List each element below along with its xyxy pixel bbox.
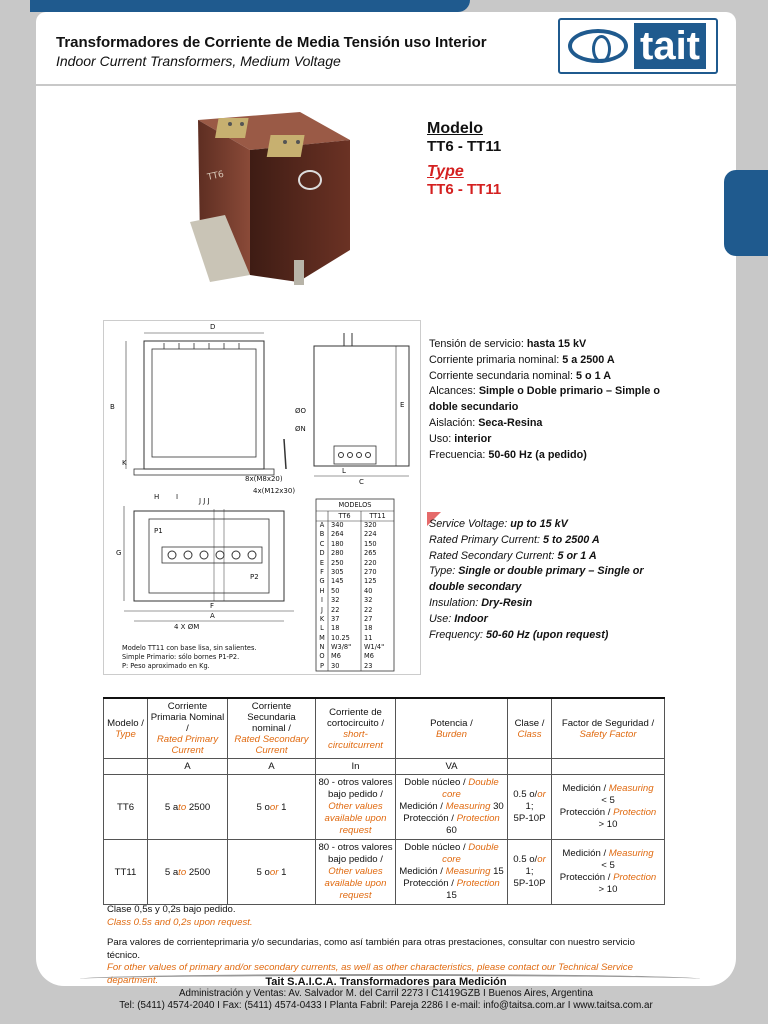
spec-line: Corriente secundaria nominal: 5 o 1 A [429,369,612,382]
dimension-row [316,549,394,558]
spec-line-en: Rated Primary Current: 5 to 2500 A [429,533,600,546]
cell-model: TT6 [104,775,148,840]
dimension-value: 11 [364,633,373,642]
drawing-label-om: 4 X ØM [174,623,200,631]
page-subtitle: Indoor Current Transformers, Medium Voltage [56,53,341,69]
dimension-value: 18 [331,624,340,633]
dimension-letter: C [319,539,325,548]
drawing-notes [122,644,257,671]
specs-spanish [429,337,669,463]
dimension-row [316,596,394,605]
drawing-label-on: ØN [295,425,306,433]
drawing-label-p1: P1 [154,527,163,535]
logo-wordmark: tait [634,23,706,69]
dimension-letter: O [319,652,325,661]
col-header-primary: Corriente Primaria Nominal / Rated Primary Current [148,698,228,759]
dimension-letter: K [319,614,325,623]
footer-company: Tait S.A.I.C.A. Transformadores para Medición [265,976,507,988]
cell-primary: 5 ato 2500 [148,775,228,840]
dimension-row [316,615,394,624]
dimension-value: 305 [331,567,344,576]
table-body [104,775,665,905]
drawing-label-e: E [400,401,405,409]
col-header-type: Modelo / Type [104,698,148,759]
dimension-value: 320 [364,521,377,529]
cell-model: TT11 [104,840,148,905]
dimension-value: 32 [364,596,373,605]
drawing-label-m12: 4x(M12x30) [253,487,296,495]
ratings-table [103,697,665,905]
specs-english [429,517,674,643]
dimension-letter: J [321,605,323,614]
dimension-letter: L [320,624,324,633]
dimension-table-body [316,521,394,671]
product-photo [190,110,360,295]
model-block [427,120,501,206]
dimension-value: 22 [331,605,340,614]
drawing-label-b: B [110,403,115,411]
dimension-letter: B [319,530,325,539]
drawing-label-p2: P2 [250,573,259,581]
type-values: TT6 - TT11 [427,181,502,198]
cell-secondary: 5 oor 1 [228,775,316,840]
cell-safety-factor: Medición / Measuring < 5 Protección / Protection > 10 [552,840,665,905]
drawing-label-g: G [116,549,122,557]
dimension-letter: M [319,633,325,642]
logo-emblem-icon [568,29,628,63]
dimension-col-tt6: TT6 [338,512,351,520]
dimension-row [316,652,394,661]
col-header-short-circuit: Corriente de cortocircuito / short-circuitcurrent [316,698,396,759]
dimension-table-header [316,511,394,521]
spec-line: Uso: interior [429,432,492,445]
spec-line-en: Frequency: 50-60 Hz (upon request) [429,628,609,641]
col-header-secondary: Corriente Secundaria nominal / Rated Secondary Current [228,698,316,759]
dimension-value: 125 [364,577,377,586]
svg-text:TT6: TT6 [206,169,225,183]
dimension-letter: F [320,567,324,576]
dimension-row [316,624,394,633]
dimension-value: 37 [331,614,340,623]
cell-burden: Doble núcleo / Double core Medición / Measuring 15 Protección / Protection 15 [396,840,508,905]
dimension-value: M6 [331,652,341,661]
dimension-value: 145 [331,577,344,586]
footer-contact: Tel: (5411) 4574-2040 I Fax: (5411) 4574-0433 I Planta Fabril: Pareja 2286 I e-mail: info@taitsa.com.ar I www.taitsa.com.ar [119,1000,653,1011]
dimension-value: 270 [364,567,377,576]
top-accent-bar [30,0,470,12]
dimension-value: 280 [331,549,344,558]
drawing-label-f: F [210,602,215,610]
drawing-note: Modelo TT11 con base lisa, sin salientes. [122,644,257,652]
model-values: TT6 - TT11 [427,138,502,155]
drawing-label-h: H [154,493,160,501]
drawing-label-d: D [210,323,216,331]
drawing-note: Simple Primario: sólo bornes P1-P2. [122,653,240,661]
table-header-row [104,698,665,759]
cell-short-circuit: 80 - otros valores bajo pedido / Other values available upon request [316,775,396,840]
drawing-label-l: L [342,467,346,475]
note-class-en: Class 0.5s and 0,2s upon request. [107,916,253,928]
drawing-label-oo: ØO [295,407,307,415]
spec-line: Aislación: Seca-Resina [429,416,543,429]
dimension-letter: I [321,596,323,605]
col-header-class: Clase / Class [508,698,552,759]
dimension-value: 40 [364,586,373,595]
col-header-burden: Potencia / Burden [396,698,508,759]
dimension-table-title: MODELOS [338,501,372,509]
drawing-note: P: Peso aproximado en Kg. [122,662,210,670]
dimension-value: 264 [331,530,344,539]
footer-address: Administración y Ventas: Av. Salvador M. del Carril 2273 I C1419GZB I Buenos Aires, Argentina [178,988,594,999]
dimension-value: 224 [364,530,377,539]
note-class-es: Clase 0,5s y 0,2s bajo pedido. [107,904,236,915]
dimension-letter: A [319,521,325,529]
dimension-value: 30 [331,661,340,670]
note-contact-en: For other values of primary and/or secondary currents, as well as other characteristics, please contact our Technical Service department. [107,962,633,986]
dimension-value: 22 [364,605,373,614]
drawing-label-j: J J J [199,497,210,505]
dimension-letter: N [319,643,325,652]
dimension-value: 180 [331,539,344,548]
dimension-value: 10.25 [331,633,350,642]
cell-safety-factor: Medición / Measuring < 5 Protección / Protection > 10 [552,775,665,840]
dimension-letter: P [320,661,324,670]
cell-class: 0.5 o/or 1; 5P-10P [508,775,552,840]
dimension-row [316,568,394,577]
dimension-value: 220 [364,558,377,567]
cell-burden: Doble núcleo / Double core Medición / Measuring 30 Protección / Protection 60 [396,775,508,840]
dimension-letter: E [319,558,325,567]
dimension-letter: G [319,577,325,586]
type-label: Type [427,163,464,180]
drawing-label-k: K [122,459,127,467]
spec-line: Corriente primaria nominal: 5 a 2500 A [429,353,615,366]
cell-secondary: 5 oor 1 [228,840,316,905]
page-title: Transformadores de Corriente de Media Tensión uso Interior [56,34,487,51]
dimension-value: W3/8" [331,643,352,652]
dimension-row [316,577,394,586]
cell-short-circuit: 80 - otros valores bajo pedido / Other values available upon request [316,840,396,905]
drawing-label-i: I [176,493,179,501]
dimension-row [316,530,394,539]
technical-drawing [103,320,421,675]
dimension-row [316,662,394,671]
dimension-value: 265 [364,549,377,558]
dimension-row [316,521,394,530]
table-unit-row: A A In VA [104,759,665,775]
dimension-letter: H [319,586,325,595]
dimension-value: M6 [364,652,374,661]
drawing-label-m8: 8x(M8x20) [245,475,283,483]
dimension-table [316,500,394,671]
table-row [104,775,665,840]
col-header-safety-factor: Factor de Seguridad / Safety Factor [552,698,665,759]
side-tab [724,170,768,256]
spec-line: Tensión de servicio: hasta 15 kV [429,338,587,350]
dimension-row [316,587,394,596]
dimension-value: 23 [364,661,373,670]
dimension-value: 32 [331,596,340,605]
dimension-row [316,606,394,615]
drawing-label-c: C [359,478,364,486]
dimension-letter: D [319,549,325,558]
spec-line-en: Rated Secondary Current: 5 or 1 A [429,549,597,562]
spec-line-en: Use: Indoor [429,612,488,625]
dimension-value: 27 [364,614,373,623]
dimension-value: 18 [364,624,373,633]
dimension-value: 340 [331,521,344,529]
dimension-row [316,634,394,643]
spec-line: Frecuencia: 50-60 Hz (a pedido) [429,448,587,461]
model-label: Modelo [427,120,483,137]
dimension-col-tt11: TT11 [369,512,386,520]
note-contact-es: Para valores de corrienteprimaria y/o secundarias, como así también para otras prestaciones, consultar con nuestro servicio técnico. [107,937,635,961]
dimension-value: 50 [331,586,340,595]
header [36,12,736,84]
spec-line-en: Type: Single or double primary – Single or double secondary [429,565,644,594]
table-row [104,840,665,905]
footer [36,976,736,1012]
drawing-label-a: A [210,612,215,620]
spec-line: Alcances: Simple o Doble primario – Simple o doble secundario [429,385,660,414]
spec-line-en: Insulation: Dry-Resin [429,596,533,609]
spec-line-en: Service Voltage: up to 15 kV [429,518,568,530]
dimension-value: 250 [331,558,344,567]
cell-class: 0.5 o/or 1; 5P-10P [508,840,552,905]
cell-primary: 5 ato 2500 [148,840,228,905]
tait-logo [558,18,718,74]
dimension-row [316,643,394,652]
dimension-row [316,540,394,549]
dimension-row [316,559,394,568]
dimension-value: W1/4" [364,643,385,652]
dimension-value: 150 [364,539,377,548]
